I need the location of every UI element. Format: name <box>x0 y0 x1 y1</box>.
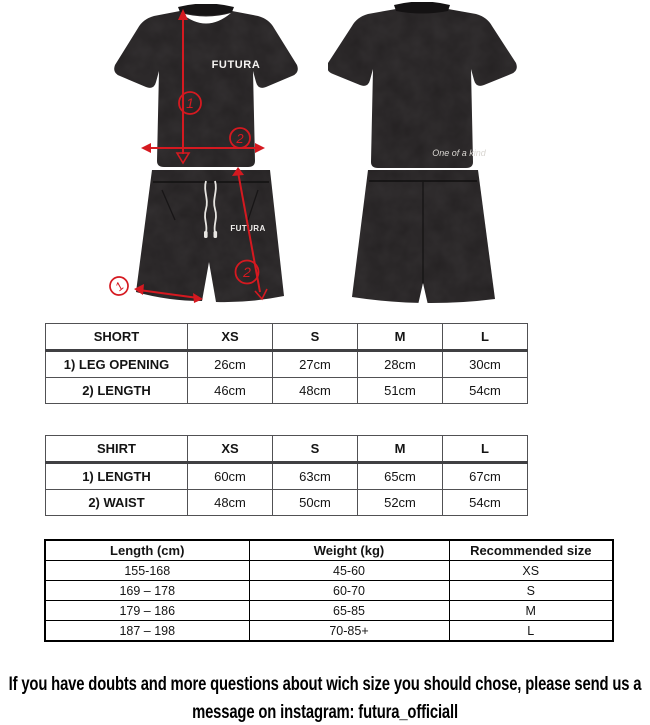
cell-value: 187 – 198 <box>45 621 249 642</box>
cell-value: 63cm <box>273 463 358 490</box>
arrow-left-icon <box>141 143 151 153</box>
shorts-front <box>136 170 284 302</box>
cell-value: S <box>449 581 613 601</box>
shorts-back <box>352 170 495 305</box>
col-header-length: Length (cm) <box>45 540 249 561</box>
cell-value: 48cm <box>188 490 273 516</box>
cell-value: 155-168 <box>45 561 249 581</box>
col-header-l: L <box>443 324 528 351</box>
cell-value: XS <box>449 561 613 581</box>
row-label: 1) LEG OPENING <box>46 351 188 378</box>
cell-value: 179 – 186 <box>45 601 249 621</box>
cell-value: 48cm <box>273 378 358 404</box>
table-header-row <box>46 324 528 351</box>
tshirt-front <box>114 4 298 167</box>
cell-value: 50cm <box>273 490 358 516</box>
col-header-l: L <box>443 436 528 463</box>
table-row <box>45 621 613 642</box>
recommended-size-table <box>44 539 614 642</box>
col-header-weight: Weight (kg) <box>249 540 449 561</box>
shirt-waist-number: 2 <box>236 131 244 146</box>
short-table-title: SHORT <box>46 324 188 351</box>
table-row <box>46 463 528 490</box>
shorts-leg-opening-badge <box>108 273 132 298</box>
shirt-logo-text: FUTURA <box>211 59 261 71</box>
shirt-table-title: SHIRT <box>46 436 188 463</box>
cell-value: M <box>449 601 613 621</box>
table-row <box>45 601 613 621</box>
col-header-xs: XS <box>188 324 273 351</box>
col-header-m: M <box>358 436 443 463</box>
shorts-length-number: 2 <box>243 264 251 280</box>
shorts-leg-opening-number: 1 <box>112 278 127 294</box>
shorts-logo-text: FUTURA <box>230 224 266 233</box>
col-header-recommended: Recommended size <box>449 540 613 561</box>
cell-value: 54cm <box>443 378 528 404</box>
shirt-length-number: 1 <box>186 95 194 111</box>
cell-value: 46cm <box>188 378 273 404</box>
row-label: 1) LENGTH <box>46 463 188 490</box>
cell-value: 169 – 178 <box>45 581 249 601</box>
table-row <box>46 351 528 378</box>
shirt-size-table <box>45 435 528 516</box>
cell-value: 51cm <box>358 378 443 404</box>
cell-value: 60-70 <box>249 581 449 601</box>
table-row <box>45 561 613 581</box>
row-label: 2) WAIST <box>46 490 188 516</box>
table-header-row <box>45 540 613 561</box>
shorts-size-table <box>45 323 528 404</box>
cell-value: 60cm <box>188 463 273 490</box>
col-header-m: M <box>358 324 443 351</box>
cell-value: 67cm <box>443 463 528 490</box>
table-header-row <box>46 436 528 463</box>
back-script-text: One of a kind <box>432 148 486 158</box>
cell-value: 70-85+ <box>249 621 449 642</box>
row-label: 2) LENGTH <box>46 378 188 404</box>
footer-line-1: If you have doubts and more questions about wich size you should chose, please send us a <box>8 674 642 695</box>
cell-value: 26cm <box>188 351 273 378</box>
col-header-s: S <box>273 324 358 351</box>
product-front-image <box>108 4 308 316</box>
tshirt-back <box>328 2 517 168</box>
col-header-xs: XS <box>188 436 273 463</box>
cell-value: 65-85 <box>249 601 449 621</box>
product-back-image <box>328 2 528 314</box>
arrow-right-icon <box>255 143 265 153</box>
table-row <box>45 581 613 601</box>
cell-value: 54cm <box>443 490 528 516</box>
table-row <box>46 378 528 404</box>
footer-note <box>0 671 650 725</box>
cell-value: 52cm <box>358 490 443 516</box>
col-header-s: S <box>273 436 358 463</box>
cell-value: 28cm <box>358 351 443 378</box>
cell-value: 30cm <box>443 351 528 378</box>
cell-value: 27cm <box>273 351 358 378</box>
footer-line-2: message on instagram: futura_officiall <box>192 702 458 723</box>
table-row <box>46 490 528 516</box>
cell-value: 65cm <box>358 463 443 490</box>
cell-value: 45-60 <box>249 561 449 581</box>
cell-value: L <box>449 621 613 642</box>
collar <box>394 2 450 14</box>
